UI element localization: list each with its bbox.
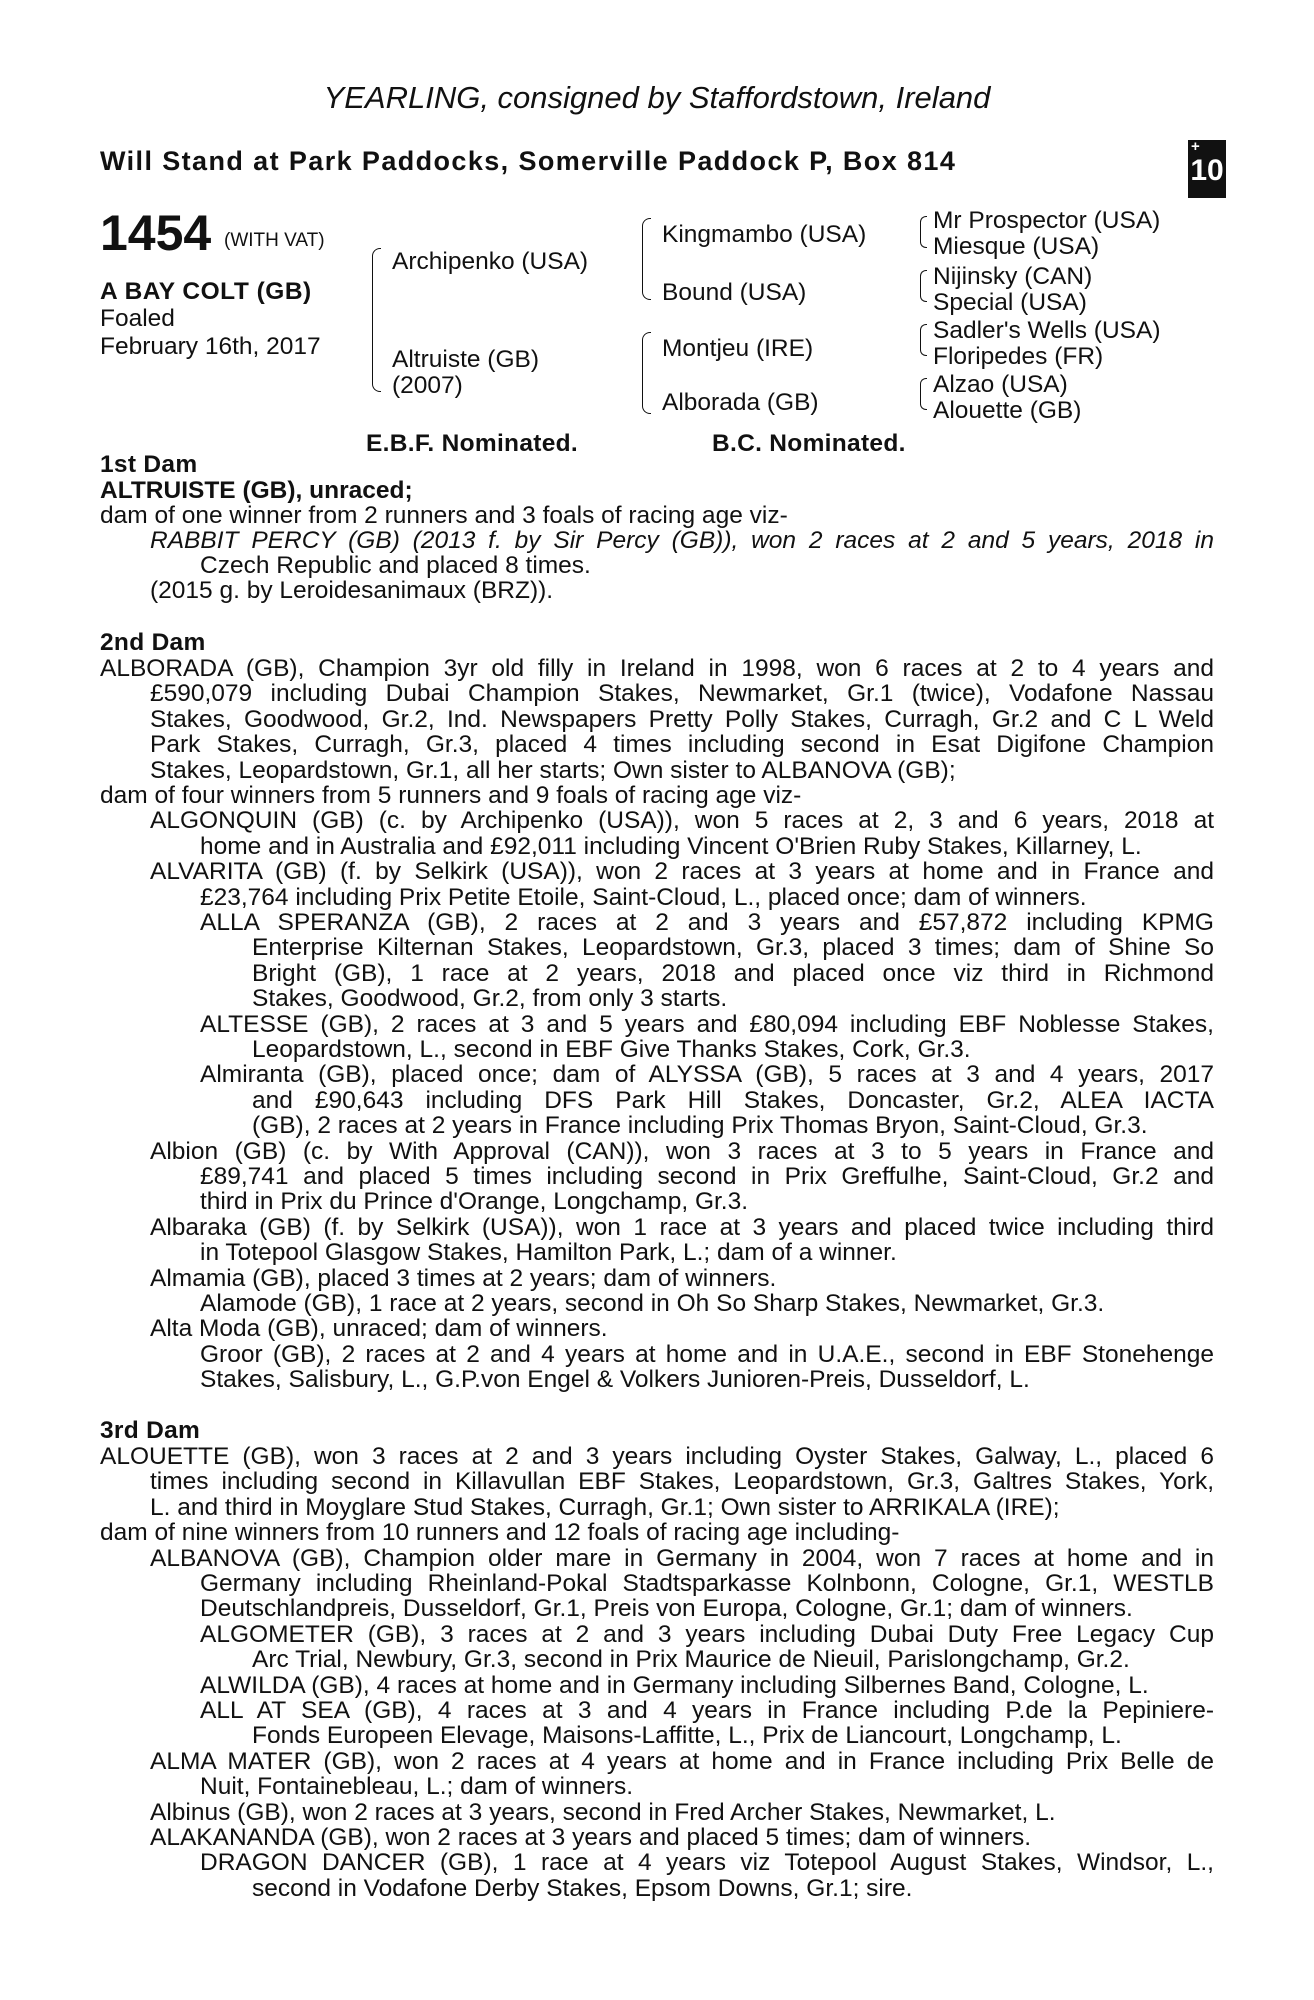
foaled-label: Foaled: [100, 305, 175, 332]
lot-badge: [1188, 140, 1226, 198]
third-dam-line: ALGOMETER (GB), 3 races at 2 and 3 years including Dubai Duty Free Legacy Cup: [200, 1620, 1214, 1648]
second-dam-line: Almamia (GB), placed 3 times at 2 years; dam of winners.: [150, 1264, 777, 1292]
first-dam-heading: 1st Dam: [100, 451, 198, 478]
third-dam-line: Germany including Rheinland-Pokal Stadtsparkasse Kolnbonn, Cologne, Gr.1, WESTLB: [200, 1570, 1214, 1597]
first-dam-line: RABBIT PERCY (GB) (2013 f. by Sir Percy (GB)), won 2 races at 2 and 5 years, 2018 in: [150, 527, 1214, 554]
stand-location: Will Stand at Park Paddocks, Somerville Paddock P, Box 814: [100, 146, 957, 176]
second-dam-line: Park Stakes, Curragh, Gr.3, placed 4 times including second in Esat Digifone Champion: [150, 731, 1214, 759]
first-dam-line: ALTRUISTE (GB), unraced;: [100, 477, 413, 504]
lot-name: A BAY COLT (GB): [100, 278, 312, 305]
second-dam-line: (GB), 2 races at 2 years in France including Prix Thomas Bryon, Saint-Cloud, Gr.3.: [252, 1112, 1148, 1140]
second-dam-line: ALTESSE (GB), 2 races at 3 and 5 years and £80,094 including EBF Noblesse Stakes,: [200, 1010, 1214, 1038]
badge-plus: +: [1191, 138, 1200, 155]
third-dam-line: second in Vodafone Derby Stakes, Epsom Downs, Gr.1; sire.: [252, 1874, 913, 1902]
first-dam-line: Czech Republic and placed 8 times.: [200, 552, 591, 579]
third-dam-line: Nuit, Fontainebleau, L.; dam of winners.: [200, 1773, 634, 1801]
second-dam-line: £23,764 including Prix Petite Etoile, Saint-Cloud, L., placed once; dam of winners.: [200, 883, 1087, 911]
third-dam-line: Arc Trial, Newbury, Gr.3, second in Prix Maurice de Nieuil, Parislongchamp, Gr.2.: [252, 1646, 1130, 1674]
third-dam-line: ALL AT SEA (GB), 4 races at 3 and 4 years in France including P.de la Pepiniere-: [200, 1697, 1214, 1724]
second-dam-line: Stakes, Leopardstown, Gr.1, all her starts; Own sister to ALBANOVA (GB);: [150, 756, 956, 784]
third-dam-line: ALMA MATER (GB), won 2 races at 4 years at home and in France including Prix Belle de: [150, 1747, 1214, 1775]
third-dam-line: L. and third in Moyglare Stud Stakes, Curragh, Gr.1; Own sister to ARRIKALA (IRE);: [150, 1493, 1060, 1521]
dam-name: Altruiste (GB): [392, 346, 540, 373]
pedigree-g3-6: Floripedes (FR): [933, 343, 1104, 370]
second-dam-line: dam of four winners from 5 runners and 9 foals of racing age viz-: [100, 782, 802, 809]
pedigree-bracket-sire: [642, 218, 651, 300]
second-dam-line: Alamode (GB), 1 race at 2 years, second in Oh So Sharp Stakes, Newmarket, Gr.3.: [200, 1290, 1105, 1317]
third-dam-line: Deutschlandpreis, Dusseldorf, Gr.1, Preis von Europa, Cologne, Gr.1; dam of winners.: [200, 1595, 1133, 1623]
pedigree-g3-2: Miesque (USA): [933, 233, 1100, 260]
sire-name: Archipenko (USA): [392, 248, 589, 275]
third-dam-line: dam of nine winners from 10 runners and 12 foals of racing age including-: [100, 1519, 900, 1547]
third-dam-line: ALOUETTE (GB), won 3 races at 2 and 3 years including Oyster Stakes, Galway, L., placed 6: [100, 1443, 1214, 1470]
foaled-date: February 16th, 2017: [100, 333, 321, 360]
second-dam-line: £590,079 including Dubai Champion Stakes, Newmarket, Gr.1 (twice), Vodafone Nassau: [150, 680, 1214, 708]
second-dam-heading: 2nd Dam: [100, 629, 206, 656]
first-dam-line: [100, 478, 413, 504]
second-dam-line: £89,741 and placed 5 times including second in Prix Greffulhe, Saint-Cloud, Gr.2 and: [200, 1163, 1214, 1190]
pedigree-bracket-g4: [920, 378, 927, 410]
third-dam-line: DRAGON DANCER (GB), 1 race at 4 years viz Totepool August Stakes, Windsor, L.,: [200, 1849, 1214, 1877]
second-dam-line: ALVARITA (GB) (f. by Selkirk (USA)), won 2 races at 3 years at home and in France and: [150, 858, 1214, 886]
pedigree-g3-1: Mr Prospector (USA): [933, 207, 1161, 234]
second-dam-line: Stakes, Goodwood, Gr.2, Ind. Newspapers Pretty Polly Stakes, Curragh, Gr.2 and C L Weld: [150, 705, 1214, 733]
second-dam-line: Alta Moda (GB), unraced; dam of winners.: [150, 1315, 608, 1343]
vat-label: (WITH VAT): [224, 230, 325, 251]
third-dam-line: ALWILDA (GB), 4 races at home and in Germany including Silbernes Band, Cologne, L.: [200, 1671, 1149, 1699]
second-dam-line: ALLA SPERANZA (GB), 2 races at 2 and 3 years and £57,872 including KPMG: [200, 909, 1214, 936]
first-dam-line: (2015 g. by Leroidesanimaux (BRZ)).: [150, 577, 554, 604]
second-dam-line: in Totepool Glasgow Stakes, Hamilton Park, L.; dam of a winner.: [200, 1239, 897, 1267]
second-dam-line: Leopardstown, L., second in EBF Give Thanks Stakes, Cork, Gr.3.: [252, 1036, 971, 1063]
sire-sire-name: Kingmambo (USA): [662, 221, 867, 248]
second-dam-line: Albaraka (GB) (f. by Selkirk (USA)), won 1 race at 3 years and placed twice including third: [150, 1213, 1214, 1241]
second-dam-line: Albion (GB) (c. by With Approval (CAN)), won 3 races at 3 to 5 years in France and: [150, 1137, 1214, 1165]
pedigree-g3-3: Nijinsky (CAN): [933, 263, 1093, 290]
pedigree-g3-7: Alzao (USA): [933, 371, 1068, 398]
pedigree-bracket-dam: [642, 332, 651, 414]
pedigree-bracket-gen1: [372, 248, 381, 392]
sire-dam-name: Bound (USA): [662, 279, 807, 306]
third-dam-heading: 3rd Dam: [100, 1417, 201, 1444]
pedigree-g3-5: Sadler's Wells (USA): [933, 317, 1161, 344]
pedigree-bracket-g1: [920, 216, 927, 248]
second-dam-line: and £90,643 including DFS Park Hill Stakes, Doncaster, Gr.2, ALEA IACTA: [252, 1086, 1214, 1114]
dam-year: (2007): [392, 372, 463, 399]
badge-number: 10: [1190, 154, 1224, 187]
page-header-title: YEARLING, consigned by Staffordstown, Ireland: [323, 80, 991, 115]
third-dam-line: times including second in Killavullan EBF Stakes, Leopardstown, Gr.3, Galtres Stakes, York,: [150, 1468, 1214, 1496]
ebf-nominated: E.B.F. Nominated.: [366, 430, 579, 457]
second-dam-line: Enterprise Kilternan Stakes, Leopardstown, Gr.3, placed 3 times; dam of Shine So: [252, 934, 1214, 962]
first-dam-line: dam of one winner from 2 runners and 3 foals of racing age viz-: [100, 502, 788, 529]
second-dam-line: Almiranta (GB), placed once; dam of ALYSSA (GB), 5 races at 3 and 4 years, 2017: [200, 1061, 1214, 1089]
second-dam-line: Stakes, Salisbury, L., G.P.von Engel & Volkers Junioren-Preis, Dusseldorf, L.: [200, 1366, 1030, 1394]
pedigree-g3-8: Alouette (GB): [933, 397, 1082, 424]
pedigree-bracket-g3: [920, 324, 927, 356]
pedigree-bracket-g2: [920, 270, 927, 302]
third-dam-line: Fonds Europeen Elevage, Maisons-Laffitte, L., Prix de Liancourt, Longchamp, L.: [252, 1722, 1122, 1750]
dam-dam-name: Alborada (GB): [662, 389, 819, 416]
second-dam-line: Bright (GB), 1 race at 2 years, 2018 and placed once viz third in Richmond: [252, 959, 1214, 987]
bc-nominated: B.C. Nominated.: [712, 430, 906, 457]
pedigree-g3-4: Special (USA): [933, 289, 1087, 316]
third-dam-line: ALBANOVA (GB), Champion older mare in Germany in 2004, won 7 races at home and in: [150, 1544, 1214, 1572]
dam-sire-name: Montjeu (IRE): [662, 335, 814, 362]
second-dam-line: home and in Australia and £92,011 including Vincent O'Brien Ruby Stakes, Killarney, L.: [200, 832, 1142, 860]
third-dam-line: Albinus (GB), won 2 races at 3 years, second in Fred Archer Stakes, Newmarket, L.: [150, 1798, 1056, 1826]
second-dam-line: Groor (GB), 2 races at 2 and 4 years at home and in U.A.E., second in EBF Stonehenge: [200, 1340, 1214, 1368]
third-dam-line: ALAKANANDA (GB), won 2 races at 3 years and placed 5 times; dam of winners.: [150, 1824, 1032, 1851]
second-dam-line: third in Prix du Prince d'Orange, Longchamp, Gr.3.: [200, 1188, 749, 1216]
second-dam-line: ALGONQUIN (GB) (c. by Archipenko (USA)), won 5 races at 2, 3 and 6 years, 2018 at: [150, 807, 1214, 835]
second-dam-line: Stakes, Goodwood, Gr.2, from only 3 starts.: [252, 985, 728, 1013]
lot-number: 1454: [100, 205, 212, 261]
second-dam-line: ALBORADA (GB), Champion 3yr old filly in Ireland in 1998, won 6 races at 2 to 4 years and: [100, 655, 1214, 682]
